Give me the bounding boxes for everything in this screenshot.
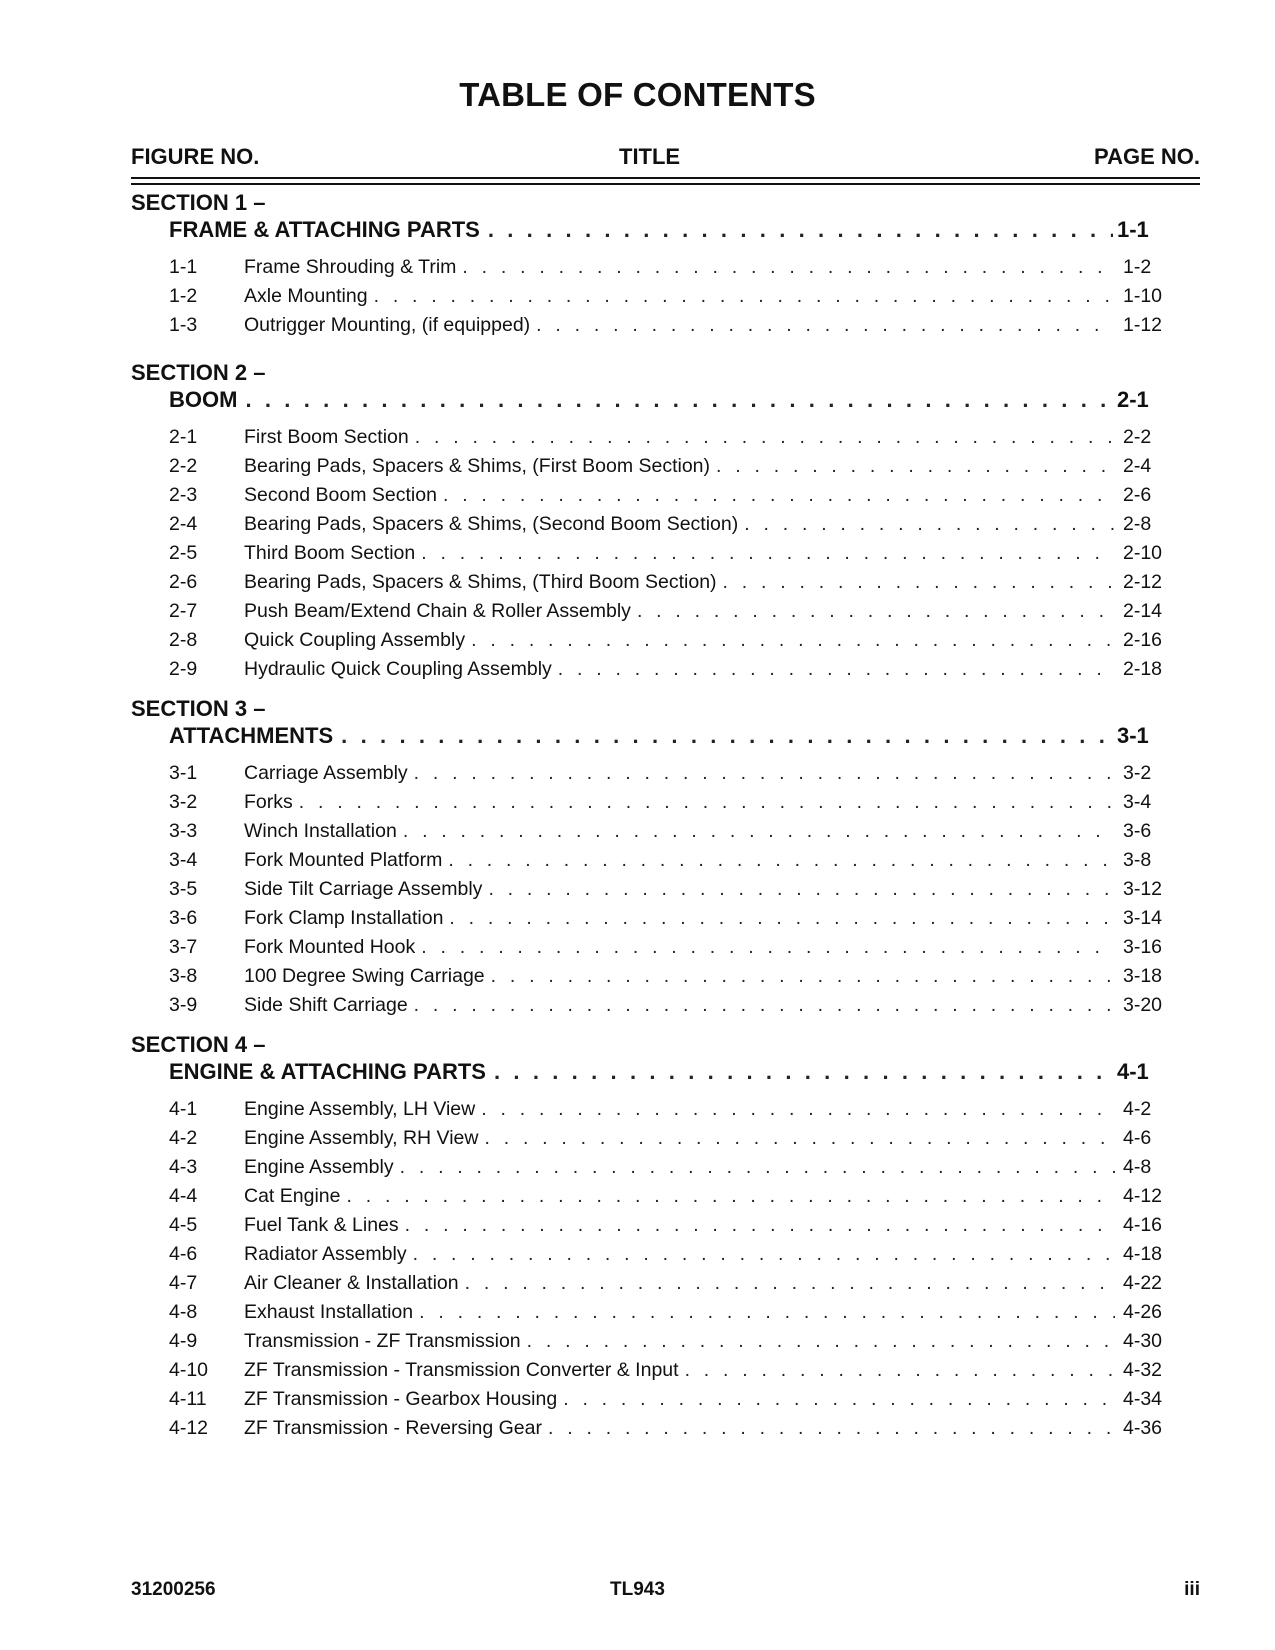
- figure-number: 3-3: [169, 820, 198, 842]
- figure-number: 4-7: [169, 1272, 198, 1294]
- entry-page: 3-8: [1123, 849, 1152, 871]
- section-page: 3-1: [1117, 723, 1149, 748]
- figure-number: 2-5: [169, 542, 198, 564]
- dot-leader: [419, 1301, 1115, 1327]
- section-heading-link[interactable]: [169, 1059, 1169, 1089]
- dot-leader: [548, 1417, 1115, 1443]
- entry-title: Side Shift Carriage: [244, 994, 408, 1016]
- toc-entry[interactable]: [0, 484, 1275, 513]
- entry-page: 4-2: [1123, 1098, 1152, 1120]
- dot-leader: [299, 791, 1115, 817]
- dot-leader: [484, 1127, 1115, 1153]
- dot-leader: [488, 217, 1113, 245]
- entry-page: 2-16: [1123, 629, 1163, 651]
- figure-number: 4-9: [169, 1330, 198, 1352]
- figure-number: 4-8: [169, 1301, 198, 1323]
- toc-entry[interactable]: [0, 791, 1275, 820]
- entry-title: Bearing Pads, Spacers & Shims, (First Boom Section): [244, 455, 711, 477]
- entry-page: 2-10: [1123, 542, 1163, 564]
- section-page: 4-1: [1117, 1059, 1149, 1084]
- figure-number: 4-5: [169, 1214, 198, 1236]
- toc-entry[interactable]: [0, 256, 1275, 285]
- toc-entry[interactable]: [0, 1156, 1275, 1185]
- figure-number: 2-7: [169, 600, 198, 622]
- entry-page: 4-16: [1123, 1214, 1163, 1236]
- toc-entry[interactable]: [0, 1243, 1275, 1272]
- entry-title: Fuel Tank & Lines: [244, 1214, 399, 1236]
- toc-entry[interactable]: [0, 513, 1275, 542]
- figure-number: 3-2: [169, 791, 198, 813]
- dot-leader: [443, 484, 1115, 510]
- entry-page: 4-32: [1123, 1359, 1163, 1381]
- dot-leader: [465, 1272, 1115, 1298]
- entry-title: Forks: [244, 791, 293, 813]
- entry-title: Push Beam/Extend Chain & Roller Assembly: [244, 600, 631, 622]
- column-header-figure: FIGURE NO.: [131, 144, 260, 169]
- figure-number: 3-7: [169, 936, 198, 958]
- entry-title: ZF Transmission - Reversing Gear: [244, 1417, 542, 1439]
- section-name: BOOM: [169, 387, 238, 412]
- toc-entry[interactable]: [0, 426, 1275, 455]
- entry-page: 2-6: [1123, 484, 1152, 506]
- entry-list: [0, 426, 1275, 687]
- toc-entry[interactable]: [0, 1330, 1275, 1359]
- figure-number: 3-8: [169, 965, 198, 987]
- entry-page: 4-26: [1123, 1301, 1163, 1323]
- dot-leader: [527, 1330, 1115, 1356]
- entry-page: 4-8: [1123, 1156, 1152, 1178]
- figure-number: 4-12: [169, 1417, 209, 1439]
- entry-title: Transmission - ZF Transmission: [244, 1330, 521, 1352]
- entry-page: 2-4: [1123, 455, 1152, 477]
- toc-entry[interactable]: [0, 820, 1275, 849]
- figure-number: 4-10: [169, 1359, 209, 1381]
- entry-page: 3-18: [1123, 965, 1163, 987]
- entry-page: 1-2: [1123, 256, 1152, 278]
- dot-leader: [414, 994, 1115, 1020]
- entry-page: 4-18: [1123, 1243, 1163, 1265]
- figure-number: 1-2: [169, 285, 198, 307]
- entry-title: Fork Clamp Installation: [244, 907, 444, 929]
- entry-title: ZF Transmission - Transmission Converter & Input: [244, 1359, 679, 1381]
- column-header-title: TITLE: [619, 144, 681, 169]
- figure-number: 2-3: [169, 484, 198, 506]
- toc-entry[interactable]: [0, 878, 1275, 907]
- dot-leader: [449, 907, 1115, 933]
- entry-list: [0, 256, 1275, 343]
- figure-number: 2-4: [169, 513, 198, 535]
- entry-page: 3-12: [1123, 878, 1163, 900]
- entry-title: Winch Installation: [244, 820, 397, 842]
- dot-leader: [481, 1098, 1115, 1124]
- section-name: ATTACHMENTS: [169, 723, 334, 748]
- entry-title: Hydraulic Quick Coupling Assembly: [244, 658, 552, 680]
- toc-entry[interactable]: [0, 1127, 1275, 1156]
- dot-leader: [405, 1214, 1115, 1240]
- dot-leader: [374, 285, 1115, 311]
- entry-title: Second Boom Section: [244, 484, 437, 506]
- toc-entry[interactable]: [0, 965, 1275, 994]
- figure-number: 4-6: [169, 1243, 198, 1265]
- dot-leader: [471, 629, 1115, 655]
- section-heading-link[interactable]: [169, 723, 1169, 753]
- entry-page: 2-12: [1123, 571, 1163, 593]
- toc-entry[interactable]: [0, 1359, 1275, 1388]
- dot-leader: [421, 542, 1115, 568]
- footer-page-number: iii: [1184, 1579, 1200, 1600]
- toc-entry[interactable]: [0, 1272, 1275, 1301]
- section-heading-link[interactable]: [169, 387, 1169, 417]
- toc-entry[interactable]: [0, 542, 1275, 571]
- figure-number: 2-9: [169, 658, 198, 680]
- header-rule-bottom: [131, 183, 1200, 185]
- toc-entry[interactable]: [0, 762, 1275, 791]
- toc-entry[interactable]: [0, 1098, 1275, 1127]
- dot-leader: [400, 1156, 1115, 1182]
- dot-leader: [462, 256, 1115, 282]
- entry-page: 3-20: [1123, 994, 1163, 1016]
- entry-page: 3-2: [1123, 762, 1152, 784]
- section-label: SECTION 3 –: [131, 696, 266, 721]
- dot-leader: [421, 936, 1115, 962]
- section-page: 2-1: [1117, 387, 1149, 412]
- toc-entry[interactable]: [0, 1185, 1275, 1214]
- toc-entry[interactable]: [0, 658, 1275, 687]
- entry-title: Engine Assembly, LH View: [244, 1098, 476, 1120]
- toc-entry[interactable]: [0, 1301, 1275, 1330]
- entry-title: First Boom Section: [244, 426, 409, 448]
- entry-page: 4-6: [1123, 1127, 1152, 1149]
- dot-leader: [494, 1059, 1113, 1087]
- entry-page: 3-4: [1123, 791, 1152, 813]
- figure-number: 3-1: [169, 762, 198, 784]
- header-rule-top: [131, 177, 1200, 179]
- dot-leader: [723, 571, 1115, 597]
- dot-leader: [563, 1388, 1115, 1414]
- figure-number: 3-5: [169, 878, 198, 900]
- entry-title: Frame Shrouding & Trim: [244, 256, 457, 278]
- entry-title: Fork Mounted Hook: [244, 936, 416, 958]
- entry-title: Third Boom Section: [244, 542, 416, 564]
- figure-number: 3-6: [169, 907, 198, 929]
- entry-title: Carriage Assembly: [244, 762, 408, 784]
- dot-leader: [414, 762, 1115, 788]
- entry-page: 3-16: [1123, 936, 1163, 958]
- entry-title: Quick Coupling Assembly: [244, 629, 466, 651]
- figure-number: 3-4: [169, 849, 198, 871]
- footer-document-number: 31200256: [131, 1579, 216, 1600]
- figure-number: 4-11: [169, 1388, 207, 1410]
- entry-page: 3-14: [1123, 907, 1163, 929]
- entry-page: 4-36: [1123, 1417, 1163, 1439]
- section-label: SECTION 1 –: [131, 190, 266, 215]
- entry-title: Fork Mounted Platform: [244, 849, 443, 871]
- toc-entry[interactable]: [0, 285, 1275, 314]
- toc-entry[interactable]: [0, 1214, 1275, 1243]
- dot-leader: [744, 513, 1115, 539]
- entry-title: Side Tilt Carriage Assembly: [244, 878, 483, 900]
- figure-number: 1-1: [169, 256, 198, 278]
- dot-leader: [413, 1243, 1115, 1269]
- dot-leader: [491, 965, 1115, 991]
- entry-title: Radiator Assembly: [244, 1243, 407, 1265]
- section-page: 1-1: [1117, 217, 1149, 242]
- toc-entry[interactable]: [0, 571, 1275, 600]
- entry-page: 2-18: [1123, 658, 1163, 680]
- toc-entry[interactable]: [0, 629, 1275, 658]
- toc-entry[interactable]: [0, 314, 1275, 343]
- entry-page: 4-30: [1123, 1330, 1163, 1352]
- section-heading-link[interactable]: [169, 217, 1169, 247]
- section-name: FRAME & ATTACHING PARTS: [169, 217, 480, 242]
- toc-entry[interactable]: [0, 600, 1275, 629]
- entry-title: Engine Assembly: [244, 1156, 394, 1178]
- entry-title: Cat Engine: [244, 1185, 341, 1207]
- dot-leader: [415, 426, 1115, 452]
- section-label: SECTION 4 –: [131, 1032, 266, 1057]
- figure-number: 2-2: [169, 455, 198, 477]
- toc-entry[interactable]: [0, 907, 1275, 936]
- figure-number: 4-2: [169, 1127, 198, 1149]
- figure-number: 1-3: [169, 314, 198, 336]
- entry-title: Axle Mounting: [244, 285, 368, 307]
- entry-title: Air Cleaner & Installation: [244, 1272, 459, 1294]
- toc-entry[interactable]: [0, 994, 1275, 1023]
- entry-list: [0, 1098, 1275, 1446]
- entry-page: 2-8: [1123, 513, 1152, 535]
- toc-entry[interactable]: [0, 455, 1275, 484]
- page-title: TABLE OF CONTENTS: [459, 76, 816, 113]
- entry-page: 4-12: [1123, 1185, 1163, 1207]
- figure-number: 2-6: [169, 571, 198, 593]
- entry-page: 2-14: [1123, 600, 1163, 622]
- dot-leader: [341, 723, 1113, 751]
- entry-title: Outrigger Mounting, (if equipped): [244, 314, 531, 336]
- dot-leader: [536, 314, 1115, 340]
- dot-leader: [403, 820, 1115, 846]
- dot-leader: [716, 455, 1115, 481]
- figure-number: 4-4: [169, 1185, 198, 1207]
- entry-title: Bearing Pads, Spacers & Shims, (Second Boom Section): [244, 513, 739, 535]
- entry-page: 4-34: [1123, 1388, 1163, 1410]
- section-name: ENGINE & ATTACHING PARTS: [169, 1059, 486, 1084]
- toc-entry[interactable]: [0, 849, 1275, 878]
- toc-entry[interactable]: [0, 936, 1275, 965]
- column-header-page: PAGE NO.: [1094, 144, 1200, 169]
- toc-entry[interactable]: [0, 1388, 1275, 1417]
- footer-model: TL943: [610, 1579, 665, 1600]
- entry-title: Engine Assembly, RH View: [244, 1127, 479, 1149]
- figure-number: 2-8: [169, 629, 198, 651]
- entry-title: Exhaust Installation: [244, 1301, 414, 1323]
- entry-title: 100 Degree Swing Carriage: [244, 965, 485, 987]
- section-label: SECTION 2 –: [131, 360, 266, 385]
- dot-leader: [685, 1359, 1115, 1385]
- entry-page: 1-12: [1123, 314, 1163, 336]
- entry-page: 2-2: [1123, 426, 1152, 448]
- dot-leader: [637, 600, 1115, 626]
- entry-page: 3-6: [1123, 820, 1152, 842]
- dot-leader: [488, 878, 1115, 904]
- figure-number: 2-1: [169, 426, 198, 448]
- figure-number: 4-3: [169, 1156, 198, 1178]
- entry-title: Bearing Pads, Spacers & Shims, (Third Boom Section): [244, 571, 717, 593]
- dot-leader: [245, 387, 1113, 415]
- dot-leader: [346, 1185, 1115, 1211]
- entry-list: [0, 762, 1275, 1023]
- figure-number: 4-1: [169, 1098, 198, 1120]
- dot-leader: [558, 658, 1115, 684]
- entry-title: ZF Transmission - Gearbox Housing: [244, 1388, 558, 1410]
- dot-leader: [448, 849, 1115, 875]
- toc-entry[interactable]: [0, 1417, 1275, 1446]
- entry-page: 1-10: [1123, 285, 1163, 307]
- figure-number: 3-9: [169, 994, 198, 1016]
- entry-page: 4-22: [1123, 1272, 1163, 1294]
